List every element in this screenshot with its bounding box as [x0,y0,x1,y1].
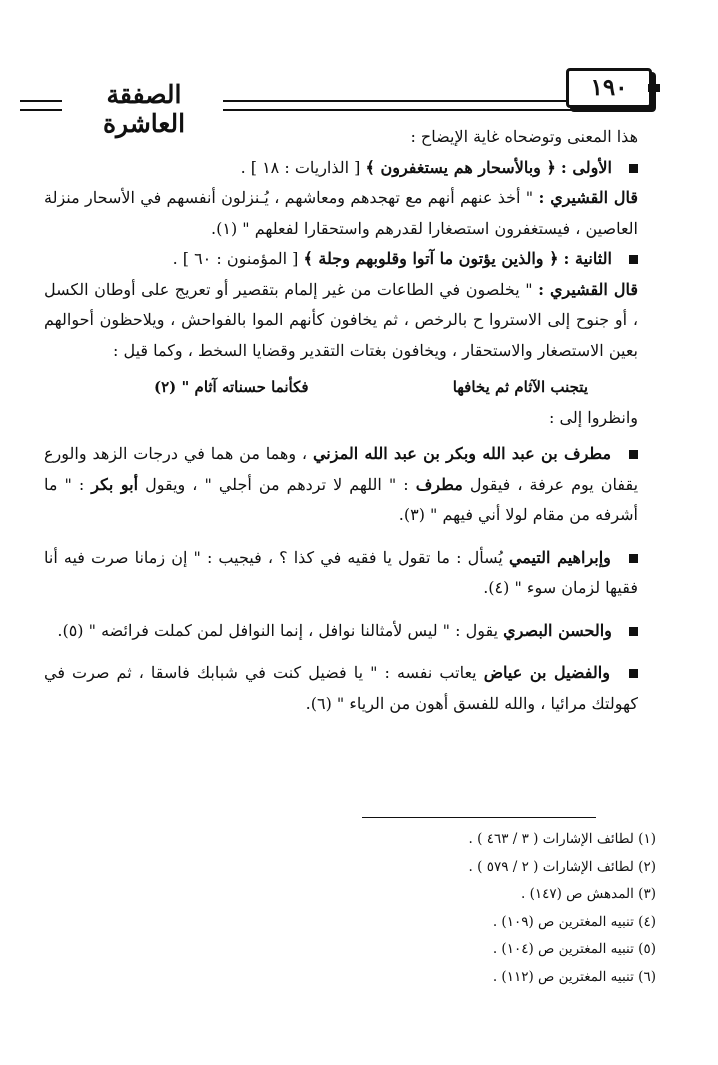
qushayri-quote-1 [44,183,638,244]
qushayri-text-1: " أخذ عنهم أنهم مع تهجدهم ومعاشهم ، يُـنزلون أنفسهم في الأسحار منزلة العاصين ، فيستغفرون استصغارا لقدرهم واستحقارا لفعلهم " (١). [44,188,638,238]
first-point [44,153,638,184]
page-number: ١٩٠ [566,68,652,108]
square-bullet-icon [629,164,638,173]
header-rule-right [223,100,593,111]
footnotes [300,826,656,991]
footnote: (٣) المدهش ص (١٤٧) . [521,886,656,902]
footnote: (٦) تنبيه المغترين ص (١١٢) . [492,968,656,985]
header-rule-left [20,100,62,111]
square-bullet-icon [629,669,638,678]
footnote: (٤) تنبيه المغترين ص (١٠٩) . [492,913,656,930]
page-number-tick [648,84,660,92]
list-item: والفضيل بن عياض يعاتب نفسه : " يا فضيل كنت في شبابك فاسقا ، ثم صرت في كهولتك مرائيا ، والله للفسق أهون من الرياء " (٦). [44,663,638,713]
list-item: والحسن البصري يقول : " ليس لأمثالنا نوافل ، إنما النوافل لمن كملت فرائضه " (٥). [44,616,638,647]
qushayri-name-2: قال القشيري : [538,279,639,299]
intro-line: هذا المعنى وتوضحاه غاية الإيضاح : [410,127,638,146]
second-verse: ﴿ والذين يؤتون ما آتوا وقلوبهم وجلة ﴾ [303,249,559,268]
first-verse: ﴿ وبالأسحار هم يستغفرون ﴾ [365,157,556,177]
qushayri-quote-2 [44,275,638,367]
square-bullet-icon [629,554,638,563]
poem-first-half: يتجنب الآثام ثم يخافها [452,378,588,396]
look-line: وانظروا إلى : [549,407,638,427]
footnote: (٢) لطائف الإشارات ( ٢ / ٥٧٩ ) . [468,858,656,875]
qushayri-name-1: قال القشيري : [538,188,639,207]
second-ref: [ المؤمنون : ٦٠ ] . [172,249,299,268]
body-text [44,122,638,719]
qushayri-text-2: " يخلصون في الطاعات من غير إلمام بتقصير أو تعريج على أوطان الكسل ، أو جنوح إلى الاستروا ح بالرخص ، ثم يخافون كأنهم الموا بالفواحش ، ويلاحظون أحوالهم بعين الاستصغار والاستحقار ، ويخافون بغتات التقدير وقضايا السخط ، وكما قيل : [44,279,639,360]
footnote-separator [362,817,596,818]
poem-second-half: فكأنما حسناته آثام " (٢) [154,378,309,396]
second-label: الثانية : [563,249,612,268]
first-ref: [ الذاريات : ١٨ ] . [240,157,361,177]
footnote: (١) لطائف الإشارات ( ٣ / ٤٦٣ ) . [468,831,656,847]
list-item: وإبراهيم التيمي يُسأل : ما تقول يا فقيه في كذا ؟ ، فيجيب : " إن زمانا صرت فيه أنا فقيها لزمان سوء " (٤). [44,547,638,597]
poem-verse [44,372,638,403]
second-point [44,244,638,275]
running-title: الصفقة العاشرة [102,80,186,138]
list-item: مطرف بن عبد الله وبكر بن عبد الله المزني ، وهما من هما في درجات الزهد والورع يقفان يوم عرفة ، فيقول مطرف : " اللهم لا تردهم من أجلي " ، ويقول أبو بكر : " ما أشرفه من مقام لولا أني فيهم " (٣). [44,444,639,524]
first-label: الأولى : [560,157,612,177]
footnote: (٥) تنبيه المغترين ص (١٠٤) . [492,941,656,957]
square-bullet-icon [629,450,638,459]
square-bullet-icon [629,627,638,636]
square-bullet-icon [629,255,638,264]
